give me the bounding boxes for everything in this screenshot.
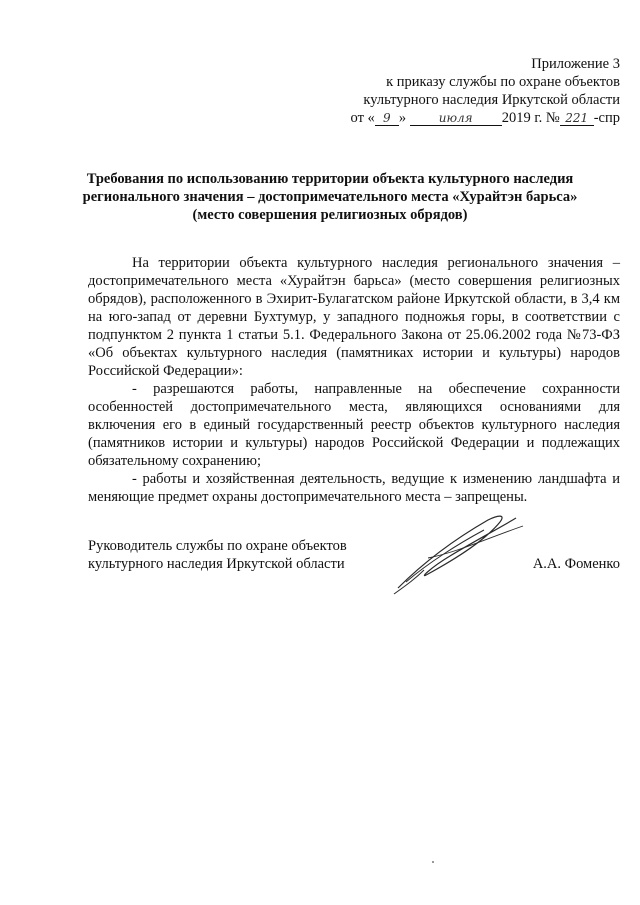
- handwritten-month: июля: [410, 111, 502, 126]
- handwritten-day: 9: [375, 111, 399, 126]
- number-suffix: -спр: [593, 110, 620, 126]
- signer-position-line-1: Руководитель службы по охране объектов: [88, 538, 347, 554]
- prohibited-works-paragraph: - работы и хозяйственная деятельность, ведущие к изменению ландшафта и меняющие предмет охраны достопримечательного места – запрещены.: [88, 471, 620, 505]
- title-line-1: Требования по использованию территории объекта культурного наследия: [86, 171, 574, 187]
- date-year: 2019 г. №: [501, 110, 560, 126]
- signer-name: А.А. Фоменко: [532, 556, 620, 572]
- signature-block: [88, 537, 620, 573]
- document-title: [70, 170, 590, 224]
- appendix-header: [200, 55, 620, 127]
- appendix-number: Приложение 3: [531, 56, 620, 72]
- order-date-line: [200, 109, 620, 127]
- signer-position-line-2: культурного наследия Иркутской области: [88, 556, 345, 572]
- date-prefix: от «: [350, 110, 375, 126]
- document-body: [88, 254, 620, 506]
- scan-speck: [432, 861, 434, 863]
- permitted-works-paragraph: - разрешаются работы, направленные на обеспечение сохранности особенностей достопримечательного места, являющихся основаниями для включения его в единый государственный реестр объектов культурного наследия (памятников истории и культуры) народов Российской Федерации и подлежащих обязательному сохранению;: [88, 381, 620, 469]
- intro-paragraph: На территории объекта культурного наследия регионального значения – достопримечательного места «Хурайтэн барьса» (место совершения религиозных обрядов), расположенного в Эхирит-Булагатском районе Иркутской области, в 3,4 км на юго-запад от деревни Бухтумур, у западного подножья горы, в соответствии с подпунктом 2 пункта 1 статьи 5.1. Федерального Закона от 25.06.2002 года №73-ФЗ «Об объектах культурного наследия (памятниках истории и культуры) народов Российской Федерации»:: [88, 255, 620, 379]
- date-mid: »: [398, 110, 407, 126]
- order-authority: культурного наследия Иркутской области: [363, 92, 620, 108]
- title-line-2: регионального значения – достопримечательного места «Хурайтэн барьса»: [82, 189, 578, 205]
- handwritten-number: 221: [560, 111, 594, 126]
- title-line-3: (место совершения религиозных обрядов): [192, 207, 468, 223]
- order-reference: к приказу службы по охране объектов: [386, 74, 620, 90]
